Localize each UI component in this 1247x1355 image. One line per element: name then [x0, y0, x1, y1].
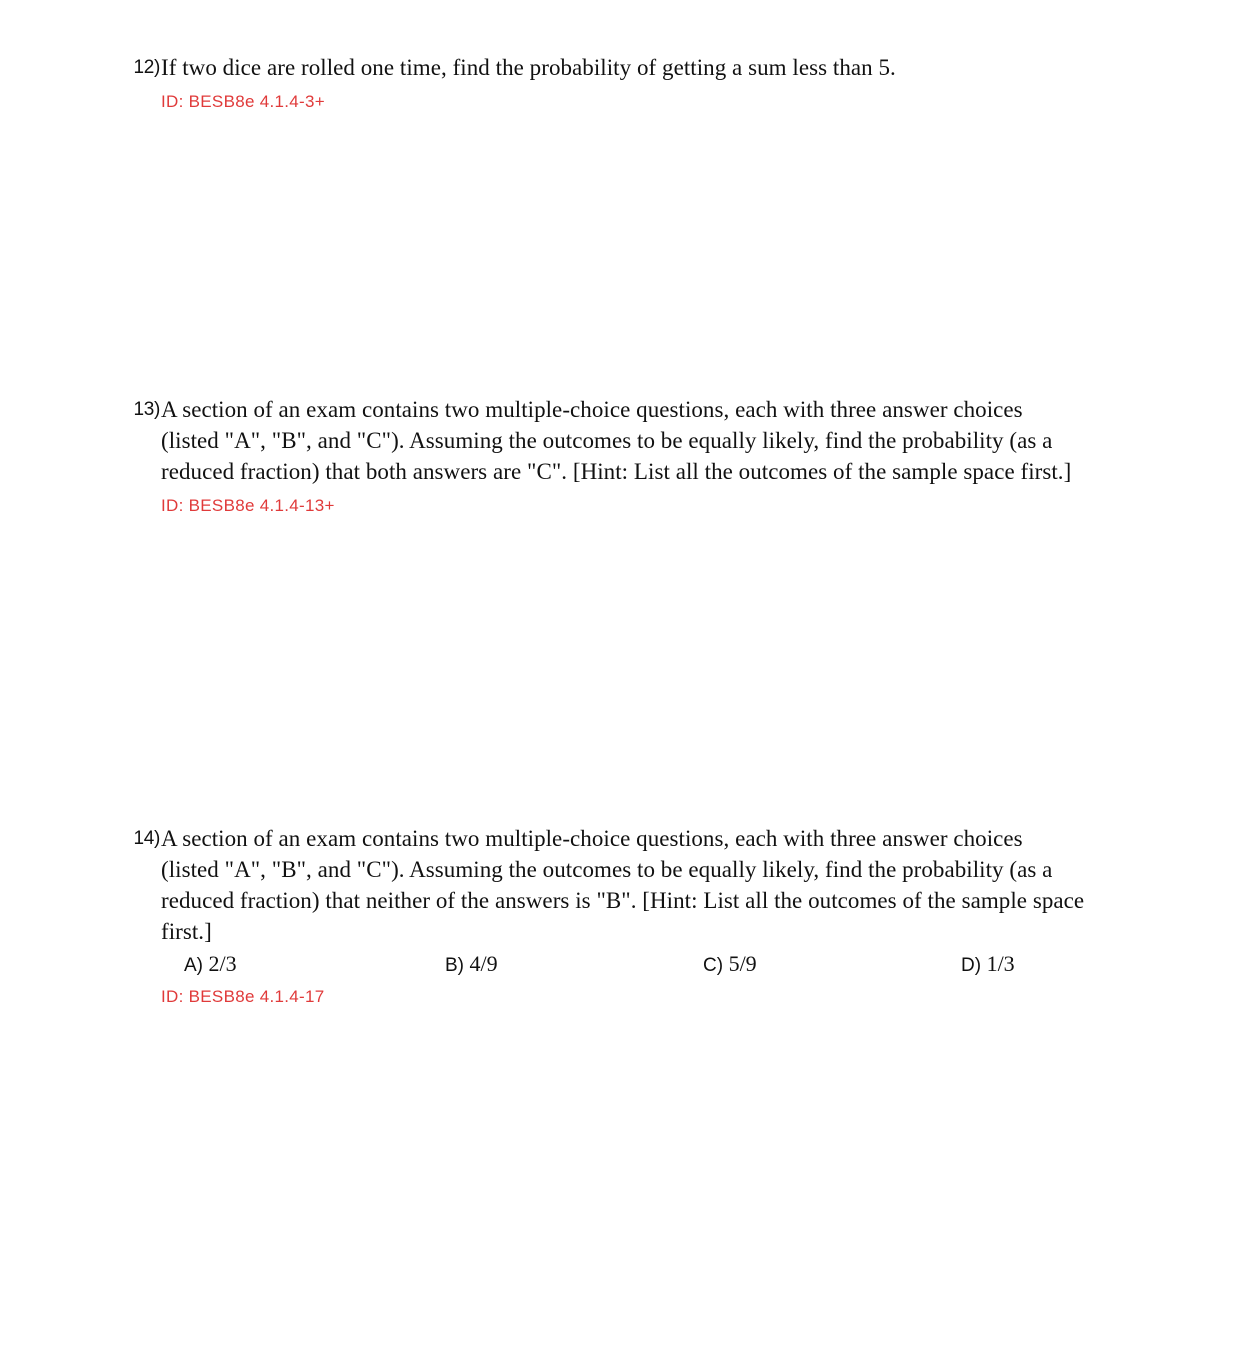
question-number: 13)	[133, 399, 160, 420]
choice-letter: A)	[184, 955, 203, 976]
question-id-label: ID: BESB8e 4.1.4-17	[161, 987, 325, 1006]
question-text-line: reduced fraction) that neither of the answers is "B". [Hint: List all the outcomes of the sample space	[161, 888, 1085, 913]
choice-value: 1/3	[986, 951, 1015, 976]
question-text	[161, 823, 1161, 947]
choice-letter: C)	[703, 955, 724, 976]
question-text-line: A section of an exam contains two multiple-choice questions, each with three answer choices	[161, 826, 1023, 851]
question-text-line: A section of an exam contains two multiple-choice questions, each with three answer choices	[161, 397, 1023, 422]
question-text-line: (listed "A", "B", and "C"). Assuming the outcomes to be equally likely, find the probability (as a	[161, 428, 1053, 453]
answer-choice-c	[703, 948, 757, 982]
question-text-line: reduced fraction) that both answers are "C". [Hint: List all the outcomes of the sample space first.]	[161, 459, 1072, 484]
answer-choice-b	[445, 948, 498, 982]
answer-choices	[0, 948, 1247, 980]
choice-letter: D)	[961, 955, 982, 976]
question-text-line: If two dice are rolled one time, find the probability of getting a sum less than 5.	[161, 55, 896, 80]
answer-choice-d	[961, 948, 1015, 982]
question-text-line: first.]	[161, 919, 212, 944]
question-number: 14)	[133, 828, 160, 849]
question-id-label: ID: BESB8e 4.1.4-3+	[161, 92, 325, 111]
question-number: 12)	[133, 57, 160, 78]
question-text-line: (listed "A", "B", and "C"). Assuming the outcomes to be equally likely, find the probability (as a	[161, 857, 1053, 882]
choice-letter: B)	[445, 955, 464, 976]
choice-value: 5/9	[728, 951, 757, 976]
answer-choice-a	[184, 948, 237, 982]
question-id-label: ID: BESB8e 4.1.4-13+	[161, 496, 335, 515]
choice-value: 4/9	[469, 951, 498, 976]
choice-value: 2/3	[208, 951, 237, 976]
question-text	[161, 394, 1161, 487]
question-text	[161, 52, 1161, 83]
